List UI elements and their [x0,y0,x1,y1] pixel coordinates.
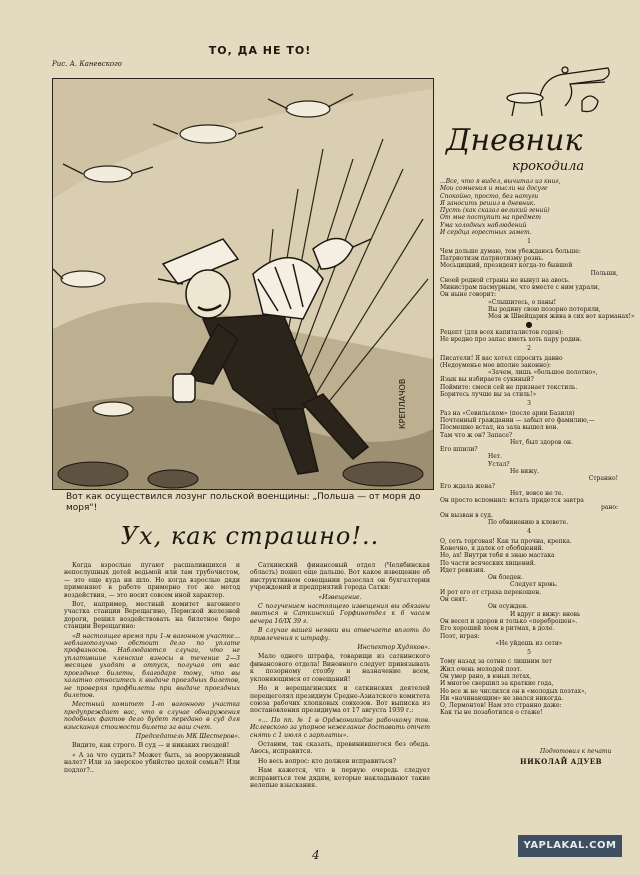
page-number: 4 [312,848,320,862]
diary-line: Нет, вовсе не те. [510,489,564,497]
diary-line: Пусть (как сказал великий гений) [440,207,550,215]
cartoon-illustration [52,78,434,490]
diary-line: Патриотизм патриотизму рознь. [440,254,544,262]
diary-line: Ума холодных наблюдений [440,221,527,229]
diary-line: Поэт, играя: [440,632,480,640]
diary-line: И вдруг я вижу: вновь [510,610,581,618]
diary-line: Своей родной страны не вынул на авось. [440,276,570,284]
diary-line: Следует кровь. [510,581,558,589]
diary-line: «Не уйдешь из сети» [495,639,563,647]
diary-line: Раз на «Севильском» (после арии Базиля) [440,409,575,417]
diary-line: Боритесь лучше вы за стиль!» [440,391,537,399]
article-column-right [250,562,430,791]
diary-line: Посмешно встал, на зала вышел вон. [440,424,559,432]
diary-title: Дневник [446,123,583,158]
diary-line: О, сеть торговая! Как ты прочна, крепка. [440,537,572,545]
diary-line: Я заносить решил в дневник. [440,199,536,207]
author-name: НИКОЛАЙ АДУЕВ [520,757,602,766]
diary-line: Его шпили? [440,446,478,454]
diary-line: Чем дольше думаю, тем убеждаюсь больше: [440,247,581,255]
diary-line: Он умер рано, в юных летах, [440,673,532,680]
cartoon-title: ТО, ДА НЕ ТО! [208,44,312,57]
diary-line: Писатели! Я вас хотел спросить давно [440,354,563,362]
diary-line: Ни «начинающим» не звался никогда. [440,694,564,702]
diary-line: Конечно, я далек от обобщений. [440,544,544,552]
diary-line: Не вижу. [510,467,540,475]
cartoon-drawing [53,79,433,489]
prepared-by-label: Подготовил к печати [540,748,612,755]
article-paragraph: «... По пп. № 1 в Орджоникидзе рабочкому тов. Ислевского за упорное нежелание доставить отчет снять с 1 июля с зарплаты». [250,716,430,739]
article-paragraph: Председатель МК Шестеров». [135,732,240,740]
diary-section-number: 1 [527,238,531,246]
diary-line: ● [525,319,533,329]
cartoon-signature: КРЕПЛАЧОВ [398,378,407,429]
diary-line: От мне поступит на предмет [440,214,541,222]
article-paragraph: Саткинский финансовый отдел (Челябинская область) пошел еще дальше. Вот какое извещение об инструктивном совещании разослал он бухгалтерии учреждений и предприятий города Сатки: [250,562,430,592]
article-paragraph: Вот, например, местный комитет вагонного участка станции Верещагино, Пермской железной дороги, решил воздействовать на билетное бюро станции Верещагино: [64,601,240,631]
diary-line: Мосьцицкий, президент когда-то бывшей [440,262,573,270]
diary-line: Моя ж Швейцария жива в сих вот карманах!» [488,313,635,321]
article-column-left [64,562,240,776]
article-paragraph: Когда взрослые пугают расшалившихся и непослушных детей ведьмой или там трубочистом, — это еще куда ни шло. Но когда взрослые дяди применяют в работе примерно тот же метод воздействия, — это носит совсем иной характер. [64,562,240,599]
article-paragraph: Оставим, так сказать, провинившегося без обеда. Авось, исправится. [250,740,430,756]
diary-line: И сердца горестных замет. [440,229,532,237]
diary-subtitle: крокодила [512,159,585,174]
diary-line: Там что ж он? Запасе? [440,431,513,439]
diary-line: ...Все, что я видел, вычитал из книг, [440,178,561,185]
diary-line: Жил очень молодой поэт. [440,665,522,673]
diary-line: Устал? [488,460,510,468]
diary-line: Нет, был здоров он. [510,438,573,446]
diary-line: Тому назад за сотню с лишним лет [440,658,552,666]
diary-line: Он бледен. [488,574,523,582]
diary-line: Министрам пасмурным, что вместе с ним удрали, [440,284,600,292]
article-paragraph: Мало одного штрафа, товарищи из саткинского финансового отдела! Виновного следует привязывать к позорному столбу и назначение всем, уклоняющимся от совещаний! [250,653,430,683]
article-paragraph: Видите, как строго. В суд — и никаких гвоздей! [72,742,230,750]
diary-line: Он весел и здоров и только «переброшен». [440,617,578,625]
diary-line: И рот его от страха перекошен. [440,588,542,596]
diary-line: По части всяческих хищений. [440,559,536,567]
diary-line: Идет ревизия. [440,566,486,574]
diary-line: О, Лермонтов! Нам это странно даже: [440,702,562,710]
diary-line: «Слышитесь, о паны! [488,298,557,306]
article-paragraph: Но весь вопрос: кто должен исправиться? [258,757,396,765]
diary-line: Польши, [590,269,618,277]
article-paragraph: « А за что судить? Может быть, за вооруженный налет? Или за зверское убийство целой семьи?! Или подлог?.. [64,751,240,774]
diary-line: рано: [600,504,618,512]
diary-line: Поймите: смеси сей не признает текстиль. [440,383,578,391]
article-paragraph: «Извещение. [318,593,362,601]
diary-line: Его хороший лоем в ритмах, в доле. [440,625,555,633]
crocodile-icon [470,56,615,118]
diary-line: Вы родину свою позорно потеряли, [488,306,601,314]
diary-line: Его ждала жена? [440,482,495,490]
diary-title-block [442,118,612,178]
article-headline: Ух, как страшно!.. [120,522,380,550]
diary-poem [440,178,635,717]
article-paragraph: Нам кажется, что в первую очередь следует исправиться тем дядям, которые накладывают такие нелепые взыскания. [250,767,430,789]
diary-section-number: 4 [527,528,531,536]
diary-line: Как ты не позаботился о стаже! [440,709,543,717]
diary-line: Он просто вспомнил: встать придется завтра [440,497,584,505]
diary-line: По обвинению в клевете. [488,519,569,527]
diary-line: Не вредно про запас иметь хоть пару родин. [440,335,582,343]
diary-line: Но все ж не числился он в «молодых поэтах», [440,687,587,695]
diary-line: Почтенный гражданин — забыл его фамилию,— [440,416,595,424]
diary-line: Язык вы избираете сукнный? [440,376,534,384]
article-paragraph: Но и верещагинских и саткинских деятелей перещеголял президиум Средне-Азиатского комитета союза рабочих хлопковых совхозов. Вот выписка из постановления президиума от 17 августа 1939 г.: [250,685,430,715]
diary-line: И многое свершил за краткие года, [440,680,554,688]
article-paragraph: Инспектор Худяков». [357,644,430,652]
illustrator-credit: Рис. А. Каневского [52,60,122,68]
diary-line: Он вызван в суд. [440,511,493,519]
diary-line: Мои сомнения и мысли на досуге [440,185,548,193]
diary-section-number: 5 [527,649,531,657]
diary-section-number: 2 [527,345,531,353]
diary-line: Рецепт (для всех капиталистов годен): [440,328,564,336]
diary-line: Он осужден. [488,603,528,611]
diary-line: Спокойно, просто, без натуги [440,192,539,200]
diary-title-lettering [442,118,612,178]
diary-line: Но, ах! Внутри тебя я знаю мастака [440,552,555,560]
cartoon-caption: Вот как осуществился лозунг польской военщины: „Польша — от моря до моря"! [66,492,421,513]
article-paragraph: В случае вашей неявки вы отвечаете вплоть до привлечения к штрафу. [250,627,430,642]
diary-line: Нет. [488,453,503,461]
diary-line: Странно! [588,475,618,483]
article-paragraph: «В настоящее время при 1-м вагонном участке... неблагополучно обстоит дело по уплате профвзносов. Наблюдаются случаи, что не уплатившие членские взносы в течение 2—3 месяцев уходят в отпуск, получая от вас проездные билеты, благодаря тому, что вы халатно относитесь к выдаче проездных билетов, не проверяя профбилеты при выдаче проездных билетов. [64,632,240,699]
site-watermark: YAPLAKAL.COM [518,835,622,857]
diary-line: Он снят. [440,596,468,604]
diary-line: Он ныне говорит: [440,291,496,299]
diary-section-number: 3 [527,400,531,408]
diary-line: (Недоуменье мое вполне законно): [440,361,552,369]
diary-line: «Зачем, лишь «большое полотно», [488,369,598,377]
article-paragraph: С получением настоящего извещения вы обязаны явиться в Саткинский Горфинотдел к 6 часам вечера 16/IX 39 г. [250,603,430,625]
article-paragraph: Местный комитет 1-го вагонного участка предупреждает вас, что в случае обнаружения подобных фактов дело будет передано в суд для взыскания стоимости билета за ваш счет. [64,701,240,731]
